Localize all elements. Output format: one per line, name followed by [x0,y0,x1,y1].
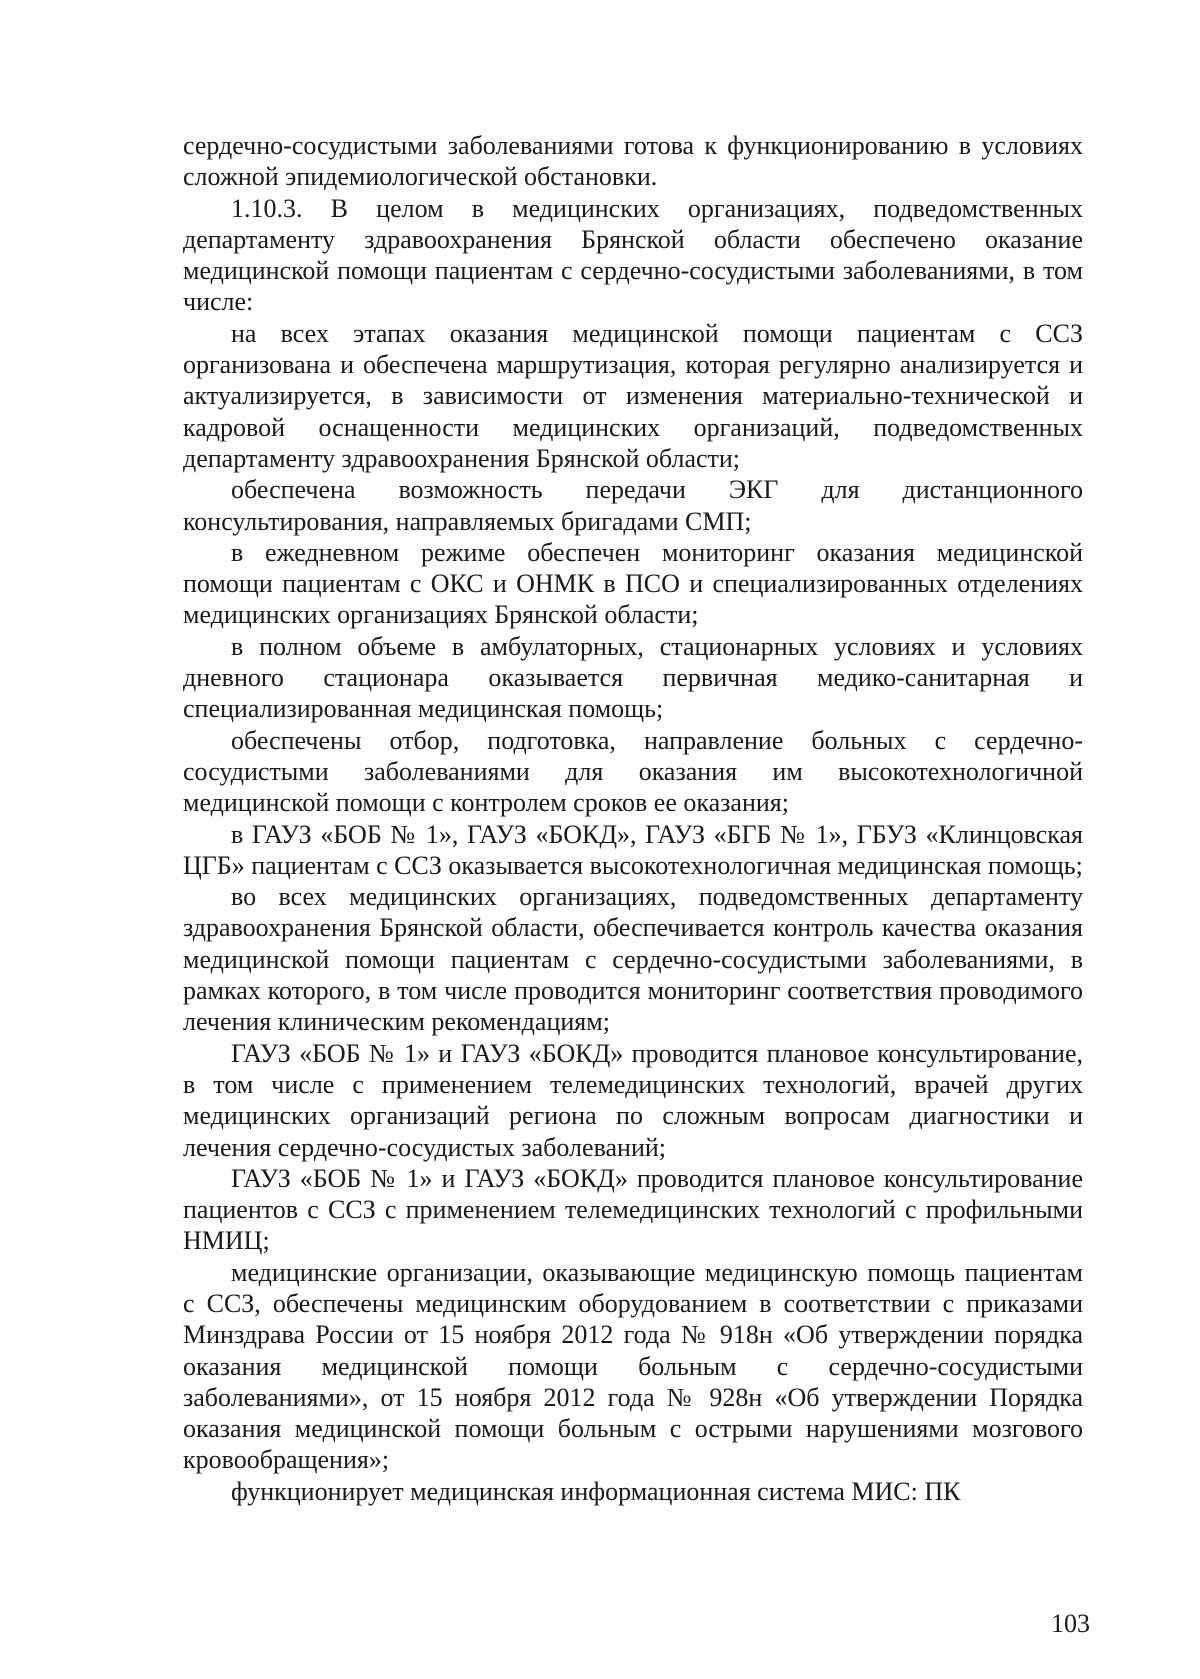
paragraph: ГАУЗ «БОБ № 1» и ГАУЗ «БОКД» проводится плановое консультирование пациентов с ССЗ с применением телемедицинских технологий с профильными НМИЦ; [183,1163,1083,1256]
paragraph: 1.10.3. В целом в медицинских организациях, подведомственных департаменту здравоохранения Брянской области обеспечено оказание медицинской помощи пациентам с сердечно-сосудистыми заболеваниями, в том числе: [183,193,1083,317]
paragraph: в полном объеме в амбулаторных, стационарных условиях и условиях дневного стационара оказывается первичная медико-санитарная и специализированная медицинская помощь; [183,631,1083,724]
document-body [183,130,1083,1507]
page-number: 103 [1051,1609,1090,1638]
paragraph: обеспечены отбор, подготовка, направление больных с сердечно-сосудистыми заболеваниями для оказания им высокотехнологичной медицинской помощи с контролем сроков ее оказания; [183,725,1083,818]
paragraph: сердечно-сосудистыми заболеваниями готова к функционированию в условиях сложной эпидемиологической обстановки. [183,131,1083,192]
paragraph: ГАУЗ «БОБ № 1» и ГАУЗ «БОКД» проводится плановое консультирование, в том числе с применением телемедицинских технологий, врачей других медицинских организаций региона по сложным вопросам диагностики и лечения сердечно-сосудистых заболеваний; [183,1038,1083,1162]
paragraph: в ежедневном режиме обеспечен мониторинг оказания медицинской помощи пациентам с ОКС и ОНМК в ПСО и специализированных отделениях медицинских организациях Брянской области; [183,537,1083,630]
paragraph: на всех этапах оказания медицинской помощи пациентам с ССЗ организована и обеспечена маршрутизация, которая регулярно анализируется и актуализируется, в зависимости от изменения материально-технической и кадровой оснащенности медицинских организаций, подведомственных департаменту здравоохранения Брянской области; [183,318,1083,473]
paragraph: функционирует медицинская информационная система МИС: ПК [231,1476,961,1506]
paragraph: медицинские организации, оказывающие медицинскую помощь пациентам с ССЗ, обеспечены медицинским оборудованием в соответствии с приказами Минздрава России от 15 ноября 2012 года № 918н «Об утверждении порядка оказания медицинской помощи больным с сердечно-сосудистыми заболеваниями», от 15 ноября 2012 года № 928н «Об утверждении Порядка оказания медицинской помощи больным с острыми нарушениями мозгового кровообращения»; [183,1257,1083,1475]
paragraph: в ГАУЗ «БОБ № 1», ГАУЗ «БОКД», ГАУЗ «БГБ № 1», ГБУЗ «Клинцовская ЦГБ» пациентам с ССЗ оказывается высокотехнологичная медицинская помощь; [183,819,1083,880]
paragraph: во всех медицинских организациях, подведомственных департаменту здравоохранения Брянской области, обеспечивается контроль качества оказания медицинской помощи пациентам с сердечно-сосудистыми заболеваниями, в рамках которого, в том числе проводится мониторинг соответствия проводимого лечения клиническим рекомендациям; [183,882,1083,1037]
paragraph: обеспечена возможность передачи ЭКГ для дистанционного консультирования, направляемых бригадами СМП; [183,475,1083,536]
